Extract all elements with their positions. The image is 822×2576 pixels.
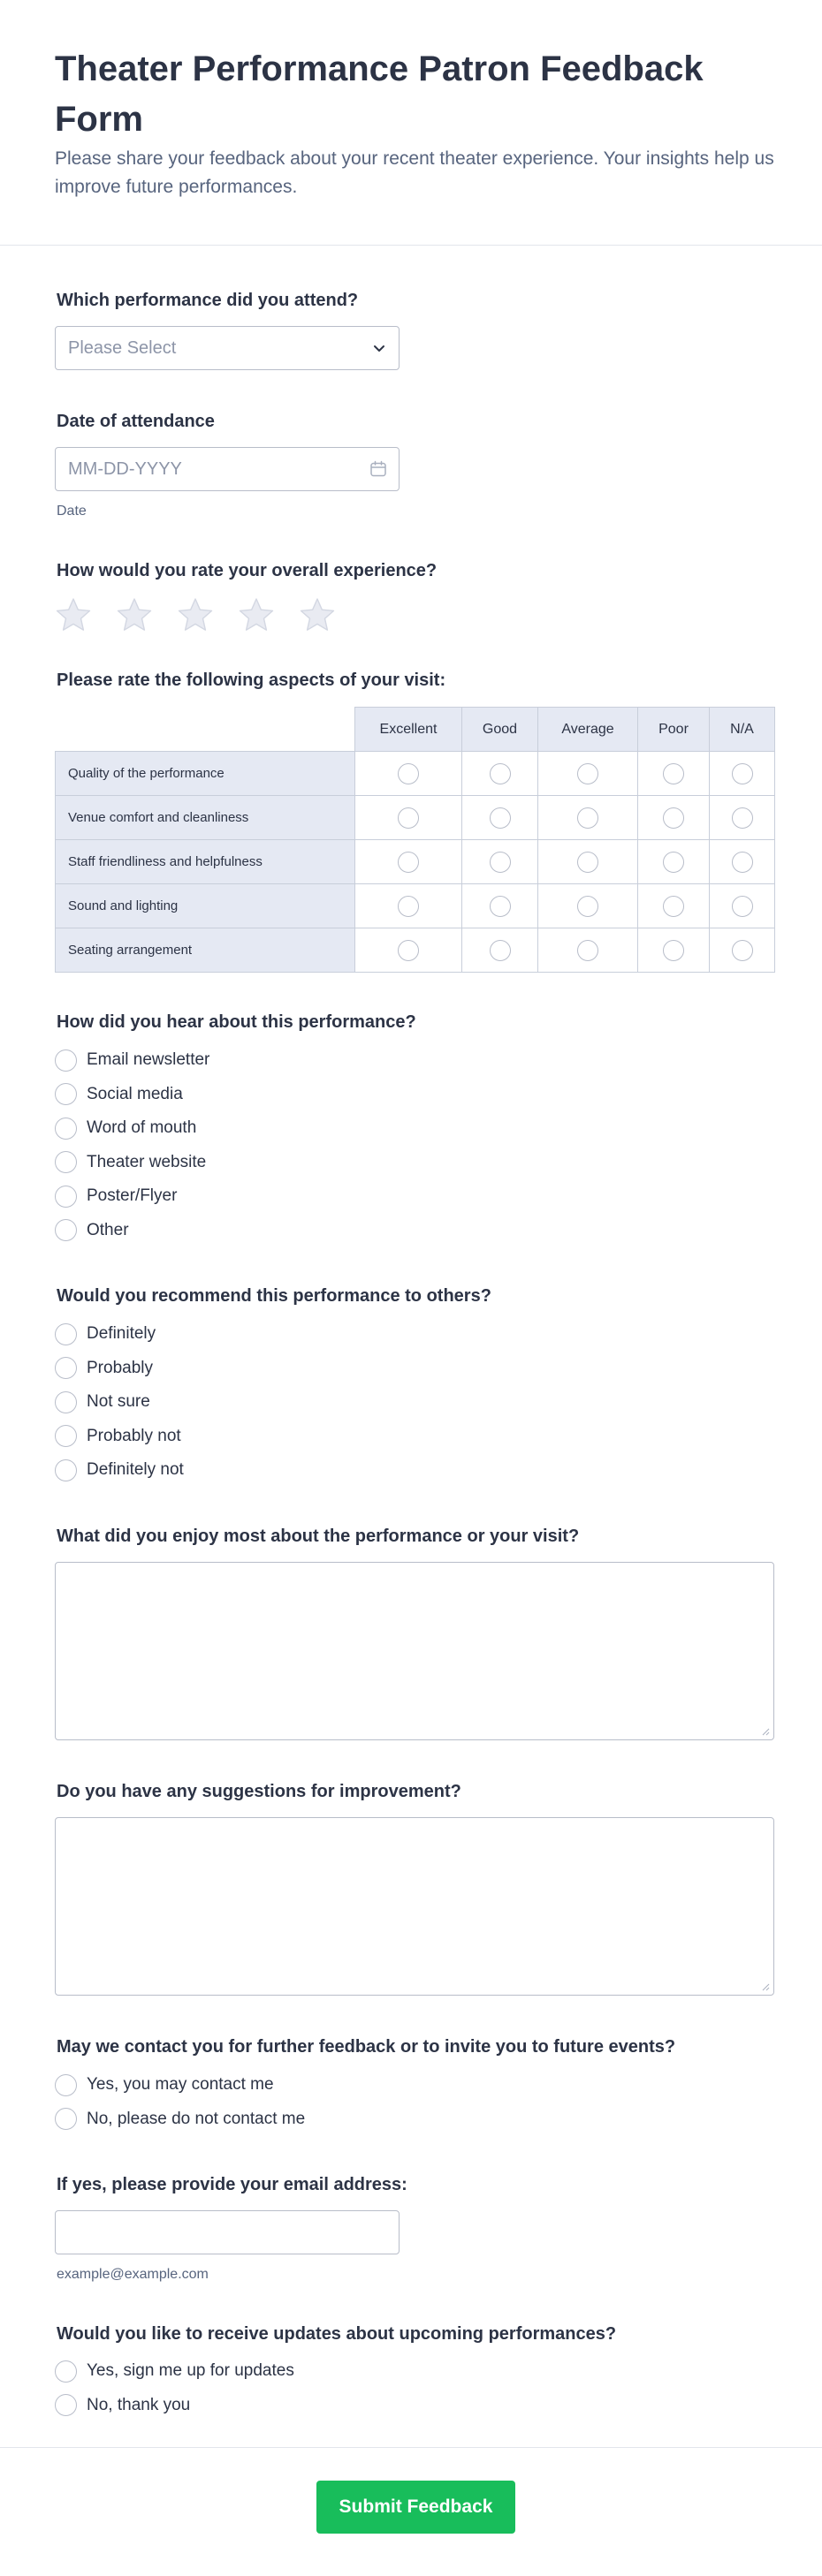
radio-label: Probably not [87,1426,181,1445]
performance-select[interactable] [55,326,400,370]
matrix-cell [355,928,462,973]
radio-option[interactable] [55,1043,209,1078]
matrix-radio[interactable] [577,807,598,829]
radio-button[interactable] [55,1219,77,1241]
matrix-row-label: Staff friendliness and helpfulness [56,840,355,884]
matrix-cell [355,796,462,840]
suggestions-textarea[interactable] [55,1817,774,1996]
aspects-label: Please rate the following aspects of your visit: [57,671,446,690]
email-sublabel: example@example.com [57,2267,209,2282]
rating-label: How would you rate your overall experience? [57,561,438,580]
matrix-col-poor: Poor [638,708,710,752]
matrix-radio[interactable] [490,852,511,873]
matrix-radio[interactable] [732,940,753,961]
radio-option[interactable] [55,1179,209,1214]
matrix-cell [462,796,538,840]
updates-options [55,2354,294,2422]
matrix-cell [538,884,638,928]
suggestions-label: Do you have any suggestions for improvement? [57,1782,461,1801]
radio-button[interactable] [55,1049,77,1072]
email-field[interactable] [55,2210,400,2254]
matrix-cell [462,840,538,884]
matrix-cell [538,796,638,840]
matrix-row [56,928,775,973]
matrix-col-na: N/A [710,708,775,752]
date-input[interactable] [55,447,400,491]
radio-button[interactable] [55,1391,77,1413]
radio-button[interactable] [55,2074,77,2096]
resize-handle-icon[interactable] [761,1727,770,1736]
date-placeholder: MM-DD-YYYY [68,459,182,479]
radio-label: Other [87,1220,129,1239]
radio-label: No, thank you [87,2395,191,2414]
radio-option[interactable] [55,2354,294,2389]
matrix-header-row [56,708,775,752]
matrix-radio[interactable] [490,896,511,917]
radio-label: Probably [87,1358,153,1377]
radio-label: No, please do not contact me [87,2109,306,2128]
matrix-radio[interactable] [663,807,684,829]
radio-label: Word of mouth [87,1118,197,1138]
matrix-cell [710,752,775,796]
radio-label: Yes, sign me up for updates [87,2361,294,2381]
matrix-radio[interactable] [577,763,598,784]
matrix-radio[interactable] [398,940,419,961]
radio-option[interactable] [55,2389,294,2423]
radio-button[interactable] [55,1186,77,1208]
performance-label: Which performance did you attend? [57,291,359,310]
matrix-radio[interactable] [490,763,511,784]
date-label: Date of attendance [57,412,215,431]
matrix-cell [638,928,710,973]
radio-option[interactable] [55,1453,184,1488]
radio-label: Social media [87,1084,183,1103]
matrix-radio[interactable] [663,940,684,961]
radio-button[interactable] [55,2108,77,2130]
radio-label: Email newsletter [87,1050,210,1070]
matrix-radio[interactable] [732,763,753,784]
matrix-cell [355,884,462,928]
matrix-radio[interactable] [663,852,684,873]
matrix-row [56,840,775,884]
enjoy-textarea[interactable] [55,1562,774,1740]
star-icon[interactable] [116,596,153,633]
matrix-row-label: Seating arrangement [56,928,355,973]
radio-label: Definitely not [87,1460,184,1480]
matrix-radio[interactable] [398,896,419,917]
radio-label: Poster/Flyer [87,1186,178,1206]
email-label: If yes, please provide your email address: [57,2175,407,2194]
matrix-radio[interactable] [732,852,753,873]
radio-button[interactable] [55,1425,77,1447]
radio-label: Definitely [87,1324,156,1344]
radio-label: Theater website [87,1152,207,1171]
radio-button[interactable] [55,1357,77,1379]
star-icon[interactable] [299,596,336,633]
matrix-corner [56,708,355,752]
matrix-radio[interactable] [490,940,511,961]
star-icon[interactable] [55,596,92,633]
matrix-radio[interactable] [663,763,684,784]
radio-option[interactable] [55,2102,305,2137]
matrix-cell [538,752,638,796]
matrix-row-label: Sound and lighting [56,884,355,928]
radio-option[interactable] [55,1146,209,1180]
radio-button[interactable] [55,1118,77,1140]
form-subtitle: Please share your feedback about your recent theater experience. Your insights help us improve future performances. [55,148,774,197]
heard-label: How did you hear about this performance? [57,1012,416,1032]
matrix-radio[interactable] [732,807,753,829]
radio-option[interactable] [55,1352,184,1386]
resize-handle-icon[interactable] [761,1982,770,1991]
enjoy-label: What did you enjoy most about the performance or your visit? [57,1527,580,1546]
radio-option[interactable] [55,1317,184,1352]
radio-option[interactable] [55,1214,209,1248]
submit-button[interactable]: Submit Feedback [316,2481,515,2534]
updates-label: Would you like to receive updates about upcoming performances? [57,2324,617,2344]
contact-label: May we contact you for further feedback or to invite you to future events? [57,2037,676,2057]
matrix-cell [638,796,710,840]
matrix-radio[interactable] [398,807,419,829]
radio-option[interactable] [55,1111,209,1146]
recommend-label: Would you recommend this performance to others? [57,1286,491,1306]
matrix-radio[interactable] [663,896,684,917]
radio-button[interactable] [55,2360,77,2383]
radio-button[interactable] [55,1323,77,1345]
matrix-radio[interactable] [577,940,598,961]
performance-select-placeholder: Please Select [68,338,177,358]
radio-label: Not sure [87,1392,150,1412]
radio-button[interactable] [55,2394,77,2416]
form-header [0,0,822,246]
radio-option[interactable] [55,1420,184,1454]
matrix-col-average: Average [538,708,638,752]
matrix-radio[interactable] [577,896,598,917]
star-icon[interactable] [177,596,214,633]
matrix-radio[interactable] [398,852,419,873]
recommend-options [55,1317,184,1488]
matrix-cell [638,752,710,796]
matrix-radio[interactable] [490,807,511,829]
matrix-cell [538,840,638,884]
star-icon[interactable] [238,596,275,633]
matrix-radio[interactable] [732,896,753,917]
matrix-col-excellent: Excellent [355,708,462,752]
matrix-cell [538,928,638,973]
matrix-cell [355,840,462,884]
matrix-cell [710,884,775,928]
matrix-col-good: Good [462,708,538,752]
radio-button[interactable] [55,1083,77,1105]
matrix-cell [710,840,775,884]
radio-option[interactable] [55,1078,209,1112]
contact-options [55,2068,305,2136]
chevron-down-icon [370,339,388,357]
matrix-row [56,884,775,928]
matrix-cell [462,928,538,973]
matrix-cell [355,752,462,796]
date-sublabel: Date [57,504,87,519]
radio-button[interactable] [55,1151,77,1173]
matrix-radio[interactable] [577,852,598,873]
matrix-row-label: Venue comfort and cleanliness [56,796,355,840]
radio-option[interactable] [55,2068,305,2102]
matrix-cell [710,928,775,973]
matrix-row-label: Quality of the performance [56,752,355,796]
matrix-radio[interactable] [398,763,419,784]
matrix-row [56,752,775,796]
matrix-cell [638,884,710,928]
aspects-matrix [55,707,775,973]
calendar-icon[interactable] [369,459,388,479]
form-title: Theater Performance Patron Feedback Form [55,49,704,139]
matrix-cell [462,884,538,928]
matrix-cell [462,752,538,796]
radio-button[interactable] [55,1459,77,1481]
heard-options [55,1043,209,1247]
matrix-cell [710,796,775,840]
radio-option[interactable] [55,1385,184,1420]
radio-label: Yes, you may contact me [87,2075,274,2095]
matrix-cell [638,840,710,884]
matrix-row [56,796,775,840]
